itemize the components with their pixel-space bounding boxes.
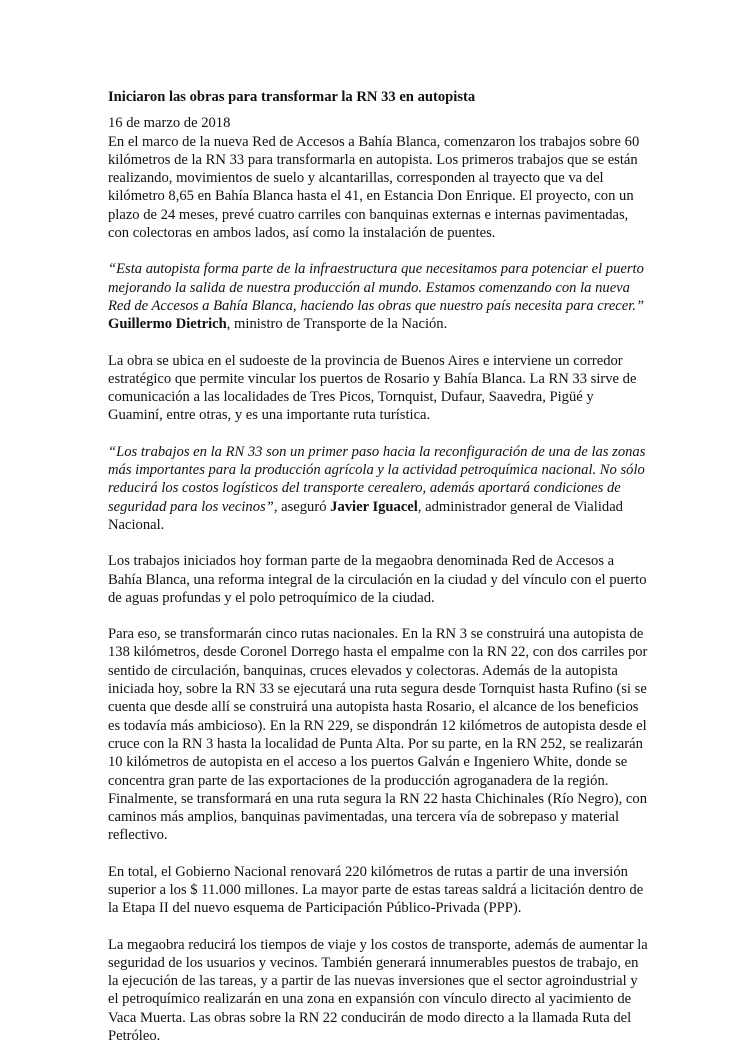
quote-dietrich-text: “Esta autopista forma parte de la infraestructura que necesitamos para potenciar el puerto mejorando la salida de nuestra producción al mundo. Estamos comenzando con la nueva Red de Accesos a Bahía Blanca, haciendo las obras que nuestro país necesita para crecer.” xyxy=(108,261,645,314)
quote-iguacel-mid: , aseguró xyxy=(273,498,331,515)
paragraph-beneficios: La megaobra reducirá los tiempos de viaje y los costos de transporte, además de aumentar la seguridad de los usuarios y vecinos. También generará innumerables puestos de trabajo, en la ejecución de las tareas, y a partir de las nuevas inversiones que el sector agroindustrial y el petroquímico realizarán en una zona en expansión con vínculo directo al yacimiento de Vaca Muerta. Las obras sobre la RN 22 conducirán de modo directo a la llamada Ruta del Petróleo. xyxy=(108,936,648,1045)
paragraph-rutas: Para eso, se transformarán cinco rutas nacionales. En la RN 3 se construirá una autopista de 138 kilómetros, desde Coronel Dorrego hasta el empalme con la RN 22, con dos carriles por sentido de circulación, banquinas, cruces elevados y colectoras. Además de la autopista iniciada hoy, sobre la RN 33 se ejecutará una ruta segura desde Tornquist hasta Rufino (si se cuenta que desde allí se construirá una autopista hasta Rosario, el alcance de los beneficios es todavía más ambicioso). En la RN 229, se dispondrán 12 kilómetros de autopista desde el cruce con la RN 3 hasta la localidad de Punta Alta. Por su parte, en la RN 252, se realizarán 10 kilómetros de autopista en el acceso a los puertos Galván e Ingeniero White, donde se concentra gran parte de las exportaciones de la producción agroganadera de la región. Finalmente, se transformará en una ruta segura la RN 22 hasta Chichinales (Río Negro), con caminos más amplios, banquinas pavimentadas, una tercera vía de sobrepaso y material reflectivo. xyxy=(108,626,648,844)
document-page xyxy=(108,88,650,1045)
paragraph-gap xyxy=(108,534,650,552)
paragraph-intro: En el marco de la nueva Red de Accesos a Bahía Blanca, comenzaron los trabajos sobre 60 kilómetros de la RN 33 para transformarla en autopista. Los primeros trabajos que se están realizando, movimientos de suelo y alcantarillas, corresponden al trayecto que va del kilómetro 8,65 en Bahía Blanca hasta el 41, en Estancia Don Enrique. El proyecto, con un plazo de 24 meses, prevé cuatro carriles con banquinas externas e internas pavimentadas, con colectoras en ambos lados, así como la instalación de puentes. xyxy=(108,133,640,242)
article-date: 16 de marzo de 2018 xyxy=(108,115,231,132)
paragraph-gap xyxy=(108,242,650,260)
quote-dietrich-role: , ministro de Transporte de la Nación. xyxy=(226,316,448,333)
paragraph-gap xyxy=(108,918,650,936)
quote-iguacel xyxy=(108,443,650,534)
paragraph-gap xyxy=(108,845,650,863)
paragraph-megaobra: Los trabajos iniciados hoy forman parte de la megaobra denominada Red de Accesos a Bahía Blanca, una reforma integral de la circulación en la ciudad y del vínculo con el puerto de aguas profundas y el polo petroquímico de la ciudad. xyxy=(108,553,647,606)
paragraph-location: La obra se ubica en el sudoeste de la provincia de Buenos Aires e interviene un corredor estratégico que permite vincular los puertos de Rosario y Bahía Blanca. La RN 33 sirve de comunicación a las localidades de Tres Picos, Tornquist, Dufaur, Saavedra, Pigüé y Guaminí, entre otras, y es una importante ruta turística. xyxy=(108,352,637,424)
paragraph-gap xyxy=(108,425,650,443)
quote-iguacel-role: , administrador general de Vialidad Nacional. xyxy=(108,498,623,533)
paragraph-inversion: En total, el Gobierno Nacional renovará 220 kilómetros de rutas a partir de una inversión superior a los $ 11.000 millones. La mayor parte de estas tareas saldrá a licitación dentro de la Etapa II del nuevo esquema de Participación Público-Privada (PPP). xyxy=(108,863,644,917)
paragraph-gap xyxy=(108,607,650,625)
article-title: Iniciaron las obras para transformar la RN 33 en autopista xyxy=(108,89,476,105)
quote-iguacel-speaker: Javier Iguacel xyxy=(330,498,418,515)
quote-dietrich-speaker: Guillermo Dietrich xyxy=(108,316,227,333)
paragraph-gap xyxy=(108,334,650,352)
quote-iguacel-text: “Los trabajos en la RN 33 son un primer paso hacia la reconfiguración de una de las zonas más importantes para la producción agrícola y la actividad petroquímica nacional. No sólo reducirá los costos logísticos del transporte cerealero, además aportará condiciones de seguridad para los vecinos” xyxy=(108,443,646,515)
quote-dietrich xyxy=(108,260,650,333)
